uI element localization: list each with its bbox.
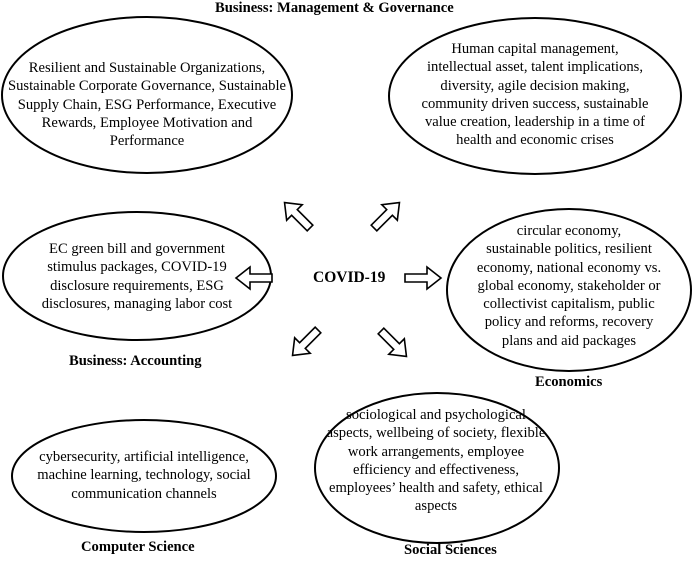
arrow-down-left xyxy=(285,322,326,363)
text-economics: circular economy, sustainable politics, resilient economy, national economy vs. global economy, stakeholder or collectivist capitalism, public policy and reforms, recovery plans and aid packages xyxy=(476,223,662,349)
center-label: COVID-19 xyxy=(313,269,386,286)
text-human-capital: Human capital management, intellectual asset, talent implications, diversity, agile decision making, community driven success, sustainable value creation, leadership in a time of health and economic crises xyxy=(421,41,649,149)
text-accounting: EC green bill and government stimulus packages, COVID-19 disclosure requirements, ESG disclosures, managing labor cost xyxy=(41,241,233,312)
arrow-up-left xyxy=(277,195,318,236)
text-management: Resilient and Sustainable Organizations, Sustainable Corporate Governance, Sustainable Supply Chain, ESG Performance, Executive Rewards, Employee Motivation and Performance xyxy=(7,60,286,150)
title-economics: Economics xyxy=(535,374,603,390)
title-social: Social Sciences xyxy=(404,542,497,558)
title-accounting: Business: Accounting xyxy=(69,353,202,369)
arrow-right xyxy=(405,267,441,289)
title-computer: Computer Science xyxy=(81,539,195,555)
text-computer: cybersecurity, artificial intelligence, machine learning, technology, social communication channels xyxy=(37,449,251,502)
title-management: Business: Management & Governance xyxy=(215,0,454,16)
text-social: sociological and psychological aspects, wellbeing of society, flexible work arrangements, employee efficiency and effectiveness, employees’ health and safety, ethical aspects xyxy=(326,407,546,515)
arrow-up-right xyxy=(366,195,407,236)
arrow-down-right xyxy=(373,323,414,364)
